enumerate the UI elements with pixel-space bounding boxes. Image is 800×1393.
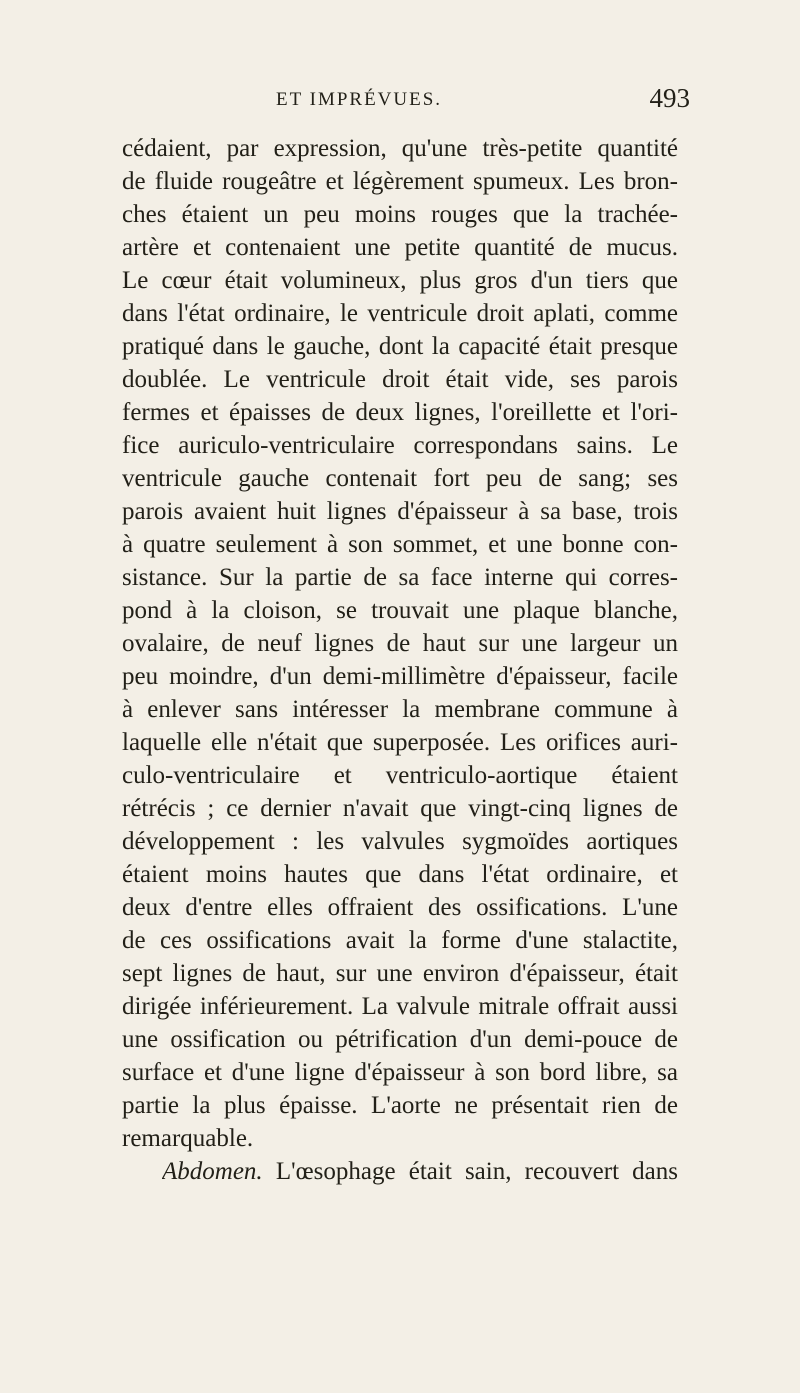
- text-line: rétrécis ; ce dernier n'avait que vingt-cinq lignes de: [122, 795, 678, 822]
- text-line: laquelle elle n'était que superposée. Les orifices auri-: [122, 729, 678, 756]
- text-line: Le cœur était volumineux, plus gros d'un tiers que: [122, 267, 678, 294]
- text-line: sept lignes de haut, sur une environ d'épaisseur, était: [122, 960, 678, 987]
- text-line: remarquable.: [122, 1125, 254, 1152]
- text-line: artère et contenaient une petite quantité de mucus.: [122, 234, 678, 261]
- text-line: ventricule gauche contenait fort peu de sang; ses: [122, 465, 678, 492]
- text-line: partie la plus épaisse. L'aorte ne présentait rien de: [122, 1092, 678, 1119]
- text-line: ovalaire, de neuf lignes de haut sur une largeur un: [122, 630, 678, 657]
- text-line: dans l'état ordinaire, le ventricule droit aplati, comme: [122, 300, 678, 327]
- text-line: sistance. Sur la partie de sa face interne qui corres-: [122, 564, 678, 591]
- section-line: [162, 1157, 678, 1187]
- text-line: une ossification ou pétrification d'un demi-pouce de: [122, 1026, 678, 1053]
- text-line: ches étaient un peu moins rouges que la trachée-: [122, 201, 678, 228]
- text-line: développement : les valvules sygmoïdes aortiques: [122, 828, 678, 855]
- text-line: à quatre seulement à son sommet, et une bonne con-: [122, 531, 678, 558]
- page-number: 493: [649, 83, 690, 113]
- text-line: fermes et épaisses de deux lignes, l'oreillette et l'ori-: [122, 399, 678, 426]
- text-line: de ces ossifications avait la forme d'une stalactite,: [122, 927, 678, 954]
- section-text: L'œsophage était sain, recouvert dans: [262, 1158, 678, 1185]
- text-line: dirigée inférieurement. La valvule mitrale offrait aussi: [122, 993, 678, 1020]
- text-line: cédaient, par expression, qu'une très-petite quantité: [122, 135, 678, 162]
- text-line: étaient moins hautes que dans l'état ordinaire, et: [122, 861, 678, 888]
- text-line: surface et d'une ligne d'épaisseur à son bord libre, sa: [122, 1059, 678, 1086]
- text-line: de fluide rougeâtre et légèrement spumeux. Les bron-: [122, 168, 678, 195]
- text-line: parois avaient huit lignes d'épaisseur à sa base, trois: [122, 498, 678, 525]
- text-line: deux d'entre elles offraient des ossifications. L'une: [122, 894, 678, 921]
- section-label: Abdomen.: [162, 1158, 263, 1185]
- text-line: culo-ventriculaire et ventriculo-aortique étaient: [122, 762, 678, 789]
- text-line: pond à la cloison, se trouvait une plaque blanche,: [122, 597, 678, 624]
- text-line: doublée. Le ventricule droit était vide, ses parois: [122, 366, 678, 393]
- text-line: fice auriculo-ventriculaire correspondans sains. Le: [122, 432, 678, 459]
- text-line: peu moindre, d'un demi-millimètre d'épaisseur, facile: [122, 663, 678, 690]
- text-line: pratiqué dans le gauche, dont la capacité était presque: [122, 333, 678, 360]
- running-title: ET IMPRÉVUES.: [276, 89, 443, 110]
- text-line: à enlever sans intéresser la membrane commune à: [122, 696, 678, 723]
